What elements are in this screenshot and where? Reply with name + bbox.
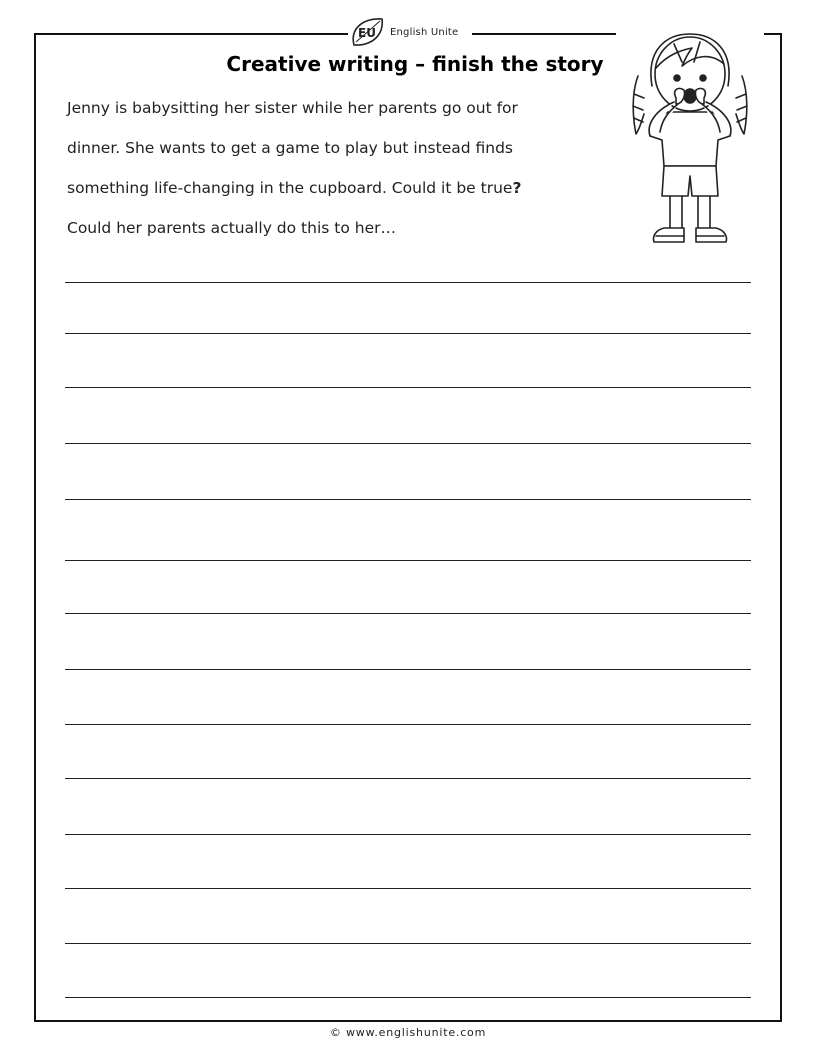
- story-line-3-text: something life-changing in the cupboard. Could it be true: [67, 179, 513, 197]
- brand-leaf-icon: [348, 15, 388, 49]
- surprised-girl-icon: [616, 24, 764, 252]
- svg-text:EU: EU: [358, 26, 376, 40]
- writing-line[interactable]: [65, 387, 751, 388]
- story-line-3: [67, 172, 627, 212]
- brand-name: English Unite: [390, 26, 459, 38]
- copyright-footer: © www.englishunite.com: [329, 1026, 487, 1039]
- brand-logo: [348, 14, 472, 50]
- story-line-4: Could her parents actually do this to her…: [67, 219, 396, 237]
- writing-line[interactable]: [65, 669, 751, 670]
- worksheet-title: Creative writing – finish the story: [226, 52, 604, 76]
- writing-line[interactable]: [65, 724, 751, 725]
- girl-illustration: [616, 24, 764, 252]
- writing-line[interactable]: [65, 834, 751, 835]
- question-mark: ?: [512, 179, 522, 197]
- writing-line[interactable]: [65, 888, 751, 889]
- writing-line[interactable]: [65, 943, 751, 944]
- writing-line[interactable]: [65, 333, 751, 334]
- writing-line[interactable]: [65, 560, 751, 561]
- writing-line[interactable]: [65, 499, 751, 500]
- story-prompt: [67, 92, 627, 252]
- story-line-2: dinner. She wants to get a game to play but instead finds: [67, 139, 514, 157]
- writing-line[interactable]: [65, 997, 751, 998]
- writing-line[interactable]: [65, 282, 751, 283]
- writing-line[interactable]: [65, 613, 751, 614]
- writing-line[interactable]: [65, 778, 751, 779]
- story-line-1: Jenny is babysitting her sister while her parents go out for: [67, 99, 518, 117]
- writing-line[interactable]: [65, 443, 751, 444]
